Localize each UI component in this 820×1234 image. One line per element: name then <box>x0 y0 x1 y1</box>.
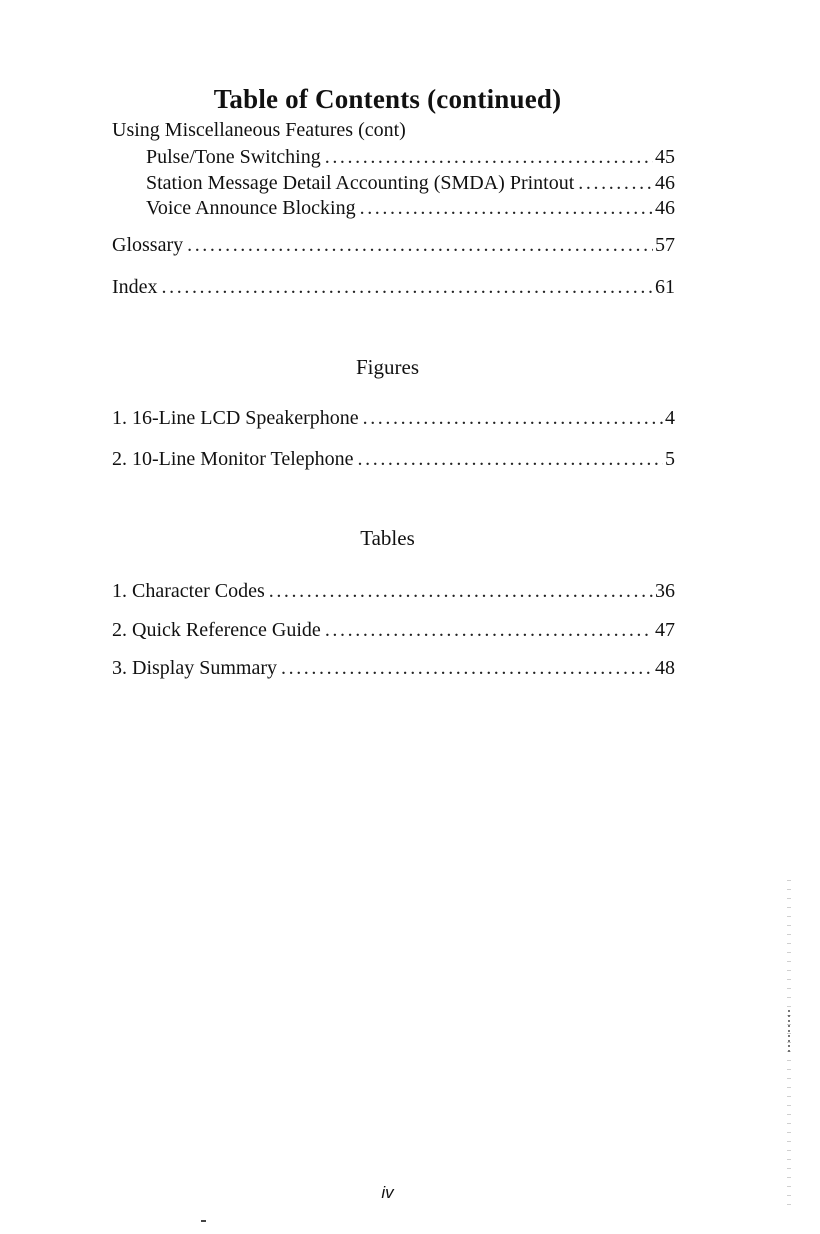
dot-leader <box>325 619 653 642</box>
toc-entry-title: Pulse/Tone Switching <box>146 146 321 168</box>
toc-entry-page: 57 <box>655 234 675 256</box>
dot-leader <box>325 146 653 169</box>
table-entry-1[interactable] <box>112 580 675 603</box>
figure-entry-title: 2. 10-Line Monitor Telephone <box>112 448 354 470</box>
toc-entry-title: Index <box>112 276 158 298</box>
toc-entry-index[interactable] <box>112 276 675 299</box>
tables-heading: Tables <box>360 526 415 550</box>
toc-entry-title: Glossary <box>112 234 184 256</box>
dot-leader <box>358 448 663 471</box>
toc-entry-title: Voice Announce Blocking <box>146 197 356 219</box>
toc-entry-page: 46 <box>655 197 675 219</box>
dot-leader <box>363 407 663 430</box>
scan-edge-marks-dark <box>788 1010 790 1055</box>
toc-entry-voice-announce-blocking[interactable] <box>146 197 675 220</box>
figure-entry-page: 4 <box>665 407 675 429</box>
toc-entry-page: 45 <box>655 146 675 168</box>
table-entry-page: 36 <box>655 580 675 602</box>
table-entry-page: 48 <box>655 657 675 679</box>
table-entry-page: 47 <box>655 619 675 641</box>
dot-leader <box>187 234 653 257</box>
toc-entry-page: 46 <box>655 172 675 194</box>
toc-entry-title: Station Message Detail Accounting (SMDA) Printout <box>146 172 575 194</box>
table-entry-3[interactable] <box>112 657 675 680</box>
figures-heading: Figures <box>356 355 419 379</box>
figure-entry-2[interactable] <box>112 448 675 471</box>
dot-leader <box>281 657 653 680</box>
table-entry-title: 3. Display Summary <box>112 657 277 679</box>
scan-speck <box>201 1220 206 1222</box>
page-number: iv <box>381 1183 394 1202</box>
dot-leader <box>360 197 653 220</box>
table-entry-title: 2. Quick Reference Guide <box>112 619 321 641</box>
toc-entry-page: 61 <box>655 276 675 298</box>
figure-entry-page: 5 <box>665 448 675 470</box>
dot-leader <box>269 580 653 603</box>
page-title: Table of Contents (continued) <box>213 84 562 115</box>
table-entry-2[interactable] <box>112 619 675 642</box>
dot-leader <box>578 172 653 195</box>
figure-entry-title: 1. 16-Line LCD Speakerphone <box>112 407 359 429</box>
toc-entry-smda-printout[interactable] <box>146 172 675 195</box>
toc-entry-glossary[interactable] <box>112 234 675 257</box>
toc-entry-pulse-tone-switching[interactable] <box>146 146 675 169</box>
dot-leader <box>162 276 653 299</box>
figure-entry-1[interactable] <box>112 407 675 430</box>
toc-group-label: Using Miscellaneous Features (cont) <box>112 119 406 141</box>
table-entry-title: 1. Character Codes <box>112 580 265 602</box>
